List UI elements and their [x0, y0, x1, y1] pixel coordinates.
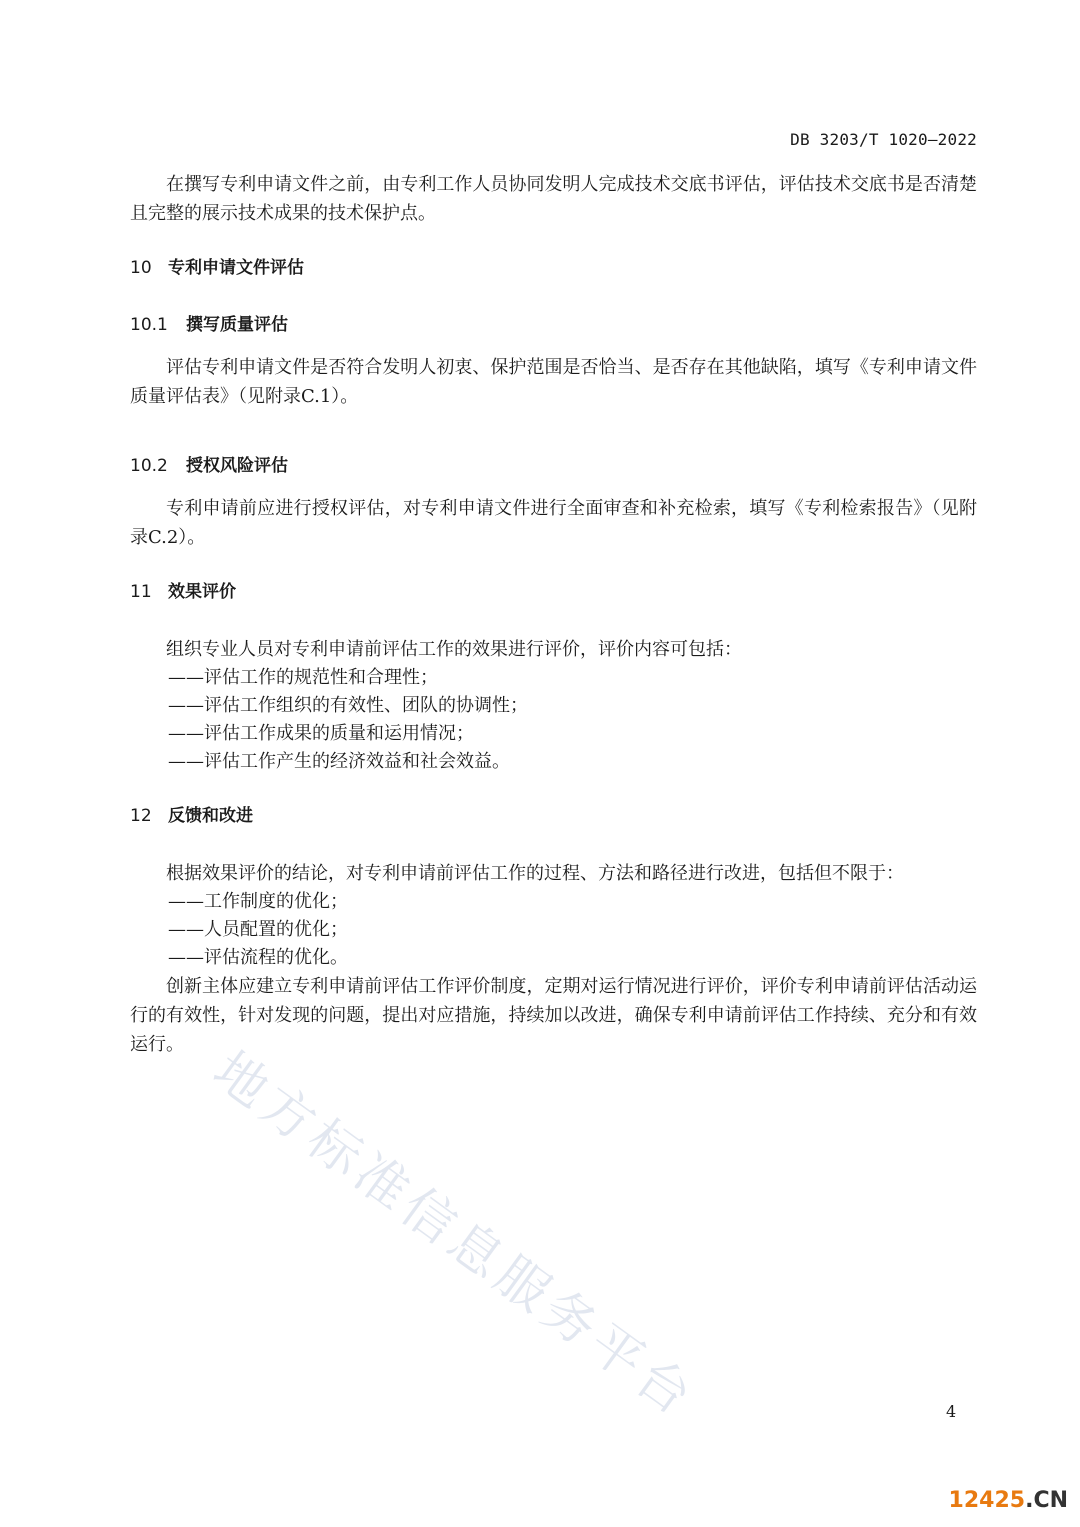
site-logo: [949, 1488, 1068, 1513]
list-item: ——工作制度的优化；: [168, 891, 348, 912]
section-10-2-number: 10.2: [130, 456, 168, 476]
list-item: ——评估工作产生的经济效益和社会效益。: [168, 751, 510, 772]
section-10-1-number: 10.1: [130, 315, 168, 335]
section-10-2-text: 专利申请前应进行授权评估，对专利申请文件进行全面审查和补充检索，填写《专利检索报告》（见附录C.2）。: [130, 498, 977, 548]
list-item: ——评估工作成果的质量和运用情况；: [168, 723, 474, 744]
section-11-text: 组织专业人员对专利申请前评估工作的效果进行评价，评价内容可包括：: [166, 639, 742, 660]
watermark: 地方标准信息服务平台: [202, 1040, 707, 1430]
section-10-title: 专利申请文件评估: [168, 258, 304, 278]
list-item: ——评估工作组织的有效性、团队的协调性；: [168, 695, 528, 716]
site-logo-dot: .: [1025, 1488, 1034, 1513]
section-12-title: 反馈和改进: [168, 806, 253, 826]
section-11-title: 效果评价: [168, 582, 236, 602]
section-10-1-title: 撰写质量评估: [186, 315, 288, 335]
section-11-heading: [130, 578, 977, 607]
section-12-text: 根据效果评价的结论，对专利申请前评估工作的过程、方法和路径进行改进，包括但不限于：: [166, 863, 904, 884]
page-content: [130, 170, 977, 1059]
document-code: DB 3203/T 1020—2022: [790, 130, 977, 149]
section-10-heading: [130, 254, 977, 283]
list-item: ——人员配置的优化；: [168, 919, 348, 940]
section-11-number: 11: [130, 582, 152, 602]
section-10-number: 10: [130, 258, 152, 278]
intro-paragraph: 在撰写专利申请文件之前，由专利工作人员协同发明人完成技术交底书评估，评估技术交底书是否清楚且完整的展示技术成果的技术保护点。: [130, 174, 977, 224]
section-10-2-heading: [130, 452, 977, 481]
list-item: ——评估流程的优化。: [168, 947, 348, 968]
section-12-closing: 创新主体应建立专利申请前评估工作评价制度，定期对运行情况进行评价，评价专利申请前评估活动运行的有效性，针对发现的问题，提出对应措施，持续加以改进，确保专利申请前评估工作持续、充分和有效运行。: [130, 976, 977, 1055]
site-logo-tld: CN: [1033, 1488, 1068, 1513]
section-10-2-title: 授权风险评估: [186, 456, 288, 476]
list-item: ——评估工作的规范性和合理性；: [168, 667, 438, 688]
section-10-1-text: 评估专利申请文件是否符合发明人初衷、保护范围是否恰当、是否存在其他缺陷，填写《专利申请文件质量评估表》（见附录C.1）。: [130, 357, 977, 407]
site-logo-digits: 12425: [948, 1488, 1026, 1513]
section-12-number: 12: [130, 806, 152, 826]
section-10-1-heading: [130, 311, 977, 340]
section-12-heading: [130, 802, 977, 831]
page-number: 4: [946, 1402, 957, 1421]
